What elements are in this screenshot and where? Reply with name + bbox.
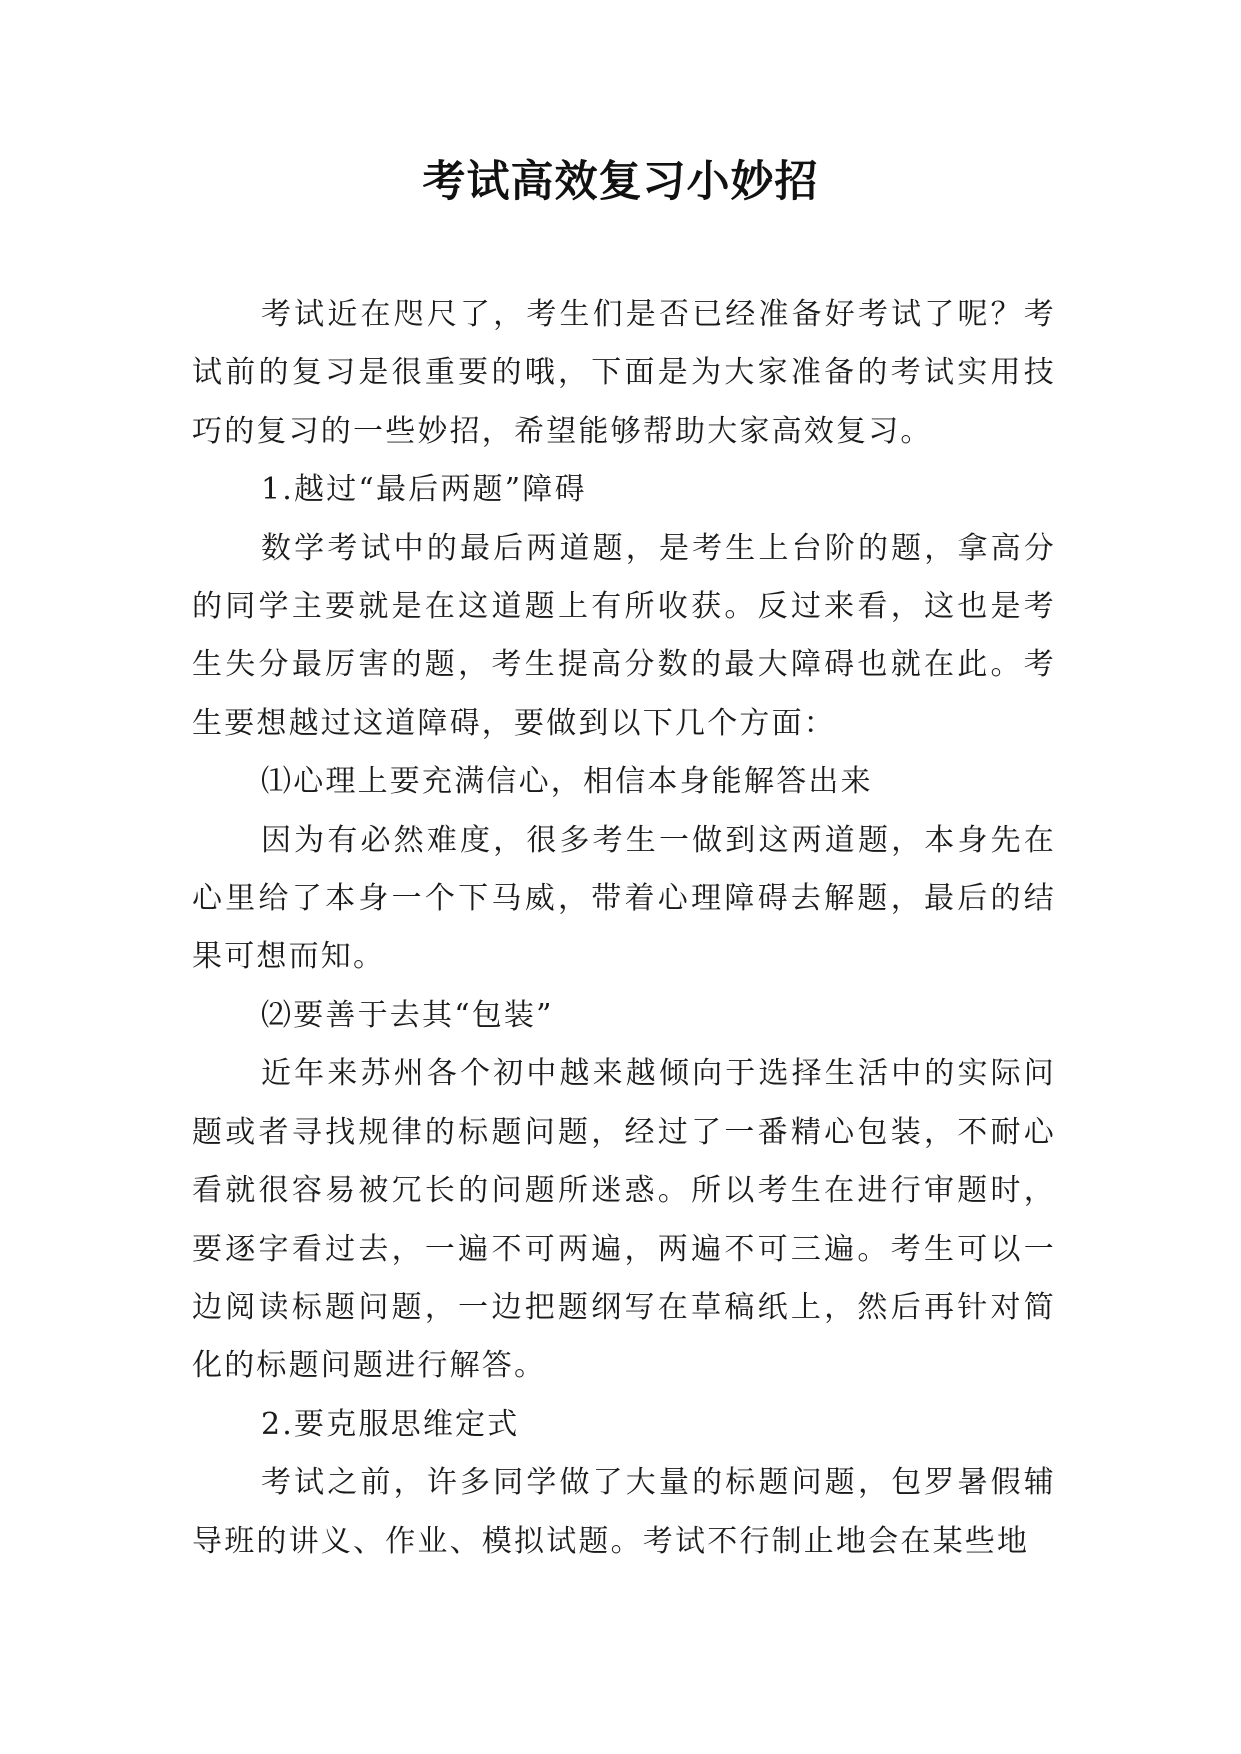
paragraph-thinking-pattern: 考试之前，许多同学做了大量的标题问题，包罗暑假辅导班的讲义、作业、模拟试题。考试不行制止地会在某些地 bbox=[192, 1465, 1056, 1559]
subheading-confidence: ⑴心理上要充满信心，相信本身能解答出来 bbox=[261, 764, 873, 800]
section-heading-1: 1.越过“最后两题”障碍 bbox=[261, 472, 587, 508]
paragraph-last-two-questions: 数学考试中的最后两道题，是考生上台阶的题，拿高分的同学主要就是在这道题上有所收获。反过来看，这也是考生失分最厉害的题，考生提高分数的最大障碍也就在此。考生要想越过这道障碍，要做到以下几个方面： bbox=[192, 530, 1056, 741]
document-title: 考试高效复习小妙招 bbox=[422, 157, 819, 207]
paragraph-confidence: 因为有必然难度，很多考生一做到这两道题，本身先在心里给了本身一个下马威，带着心理障碍去解题，最后的结果可想而知。 bbox=[192, 822, 1056, 975]
subheading-packaging: ⑵要善于去其“包装” bbox=[261, 997, 554, 1033]
paragraph-intro: 考试近在咫尺了，考生们是否已经准备好考试了呢？考试前的复习是很重要的哦，下面是为大家准备的考试实用技巧的复习的一些妙招，希望能够帮助大家高效复习。 bbox=[192, 297, 1056, 449]
paragraph-packaging: 近年来苏州各个初中越来越倾向于选择生活中的实际问题或者寻找规律的标题问题，经过了一番精心包装，不耐心看就很容易被冗长的问题所迷惑。所以考生在进行审题时，要逐字看过去，一遍不可两遍，两遍不可三遍。考生可以一边阅读标题问题，一边把题纲写在草稿纸上，然后再针对简化的标题问题进行解答。 bbox=[192, 1056, 1056, 1384]
section-heading-2: 2.要克服思维定式 bbox=[261, 1406, 520, 1442]
document-body bbox=[192, 286, 1056, 1571]
